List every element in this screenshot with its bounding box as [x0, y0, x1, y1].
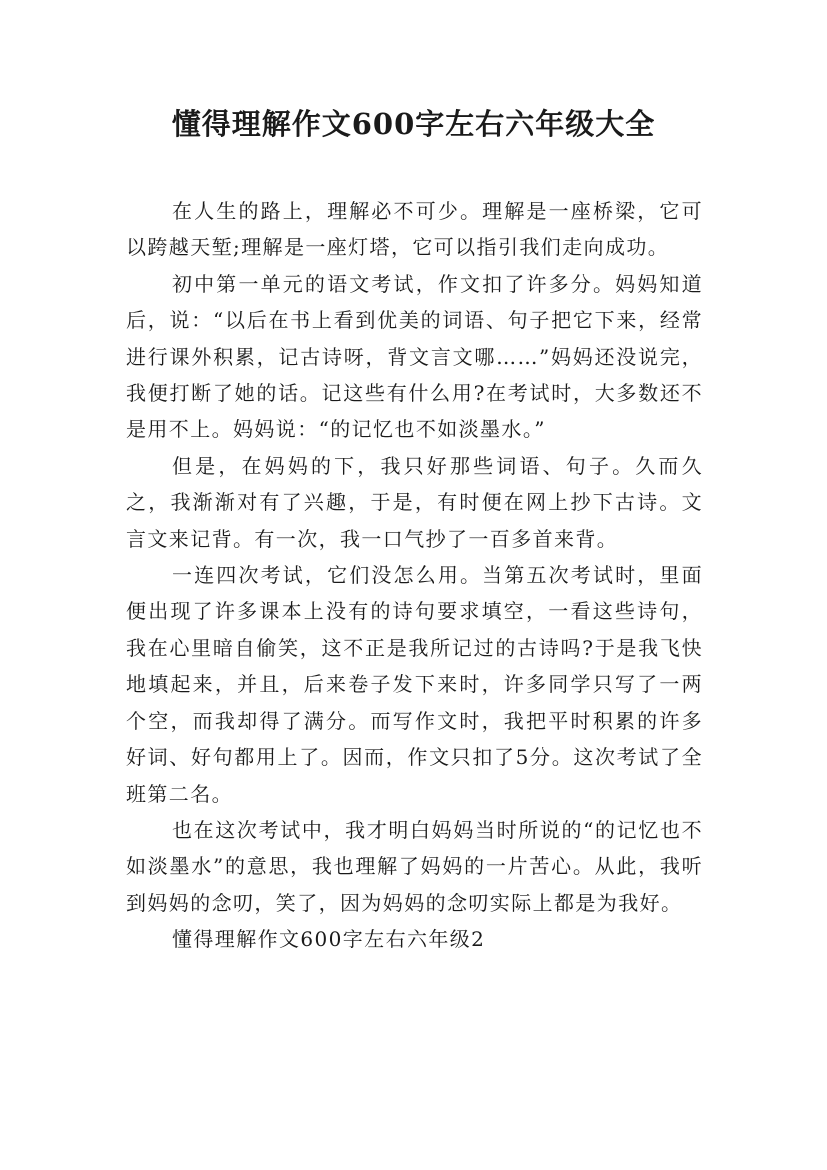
paragraph: 一连四次考试，它们没怎么用。当第五次考试时，里面便出现了许多课本上没有的诗句要求填空，一看这些诗句，我在心里暗自偷笑，这不正是我所记过的古诗吗?于是我飞快地填起来，并且，后来卷子发下来时，许多同学只写了一两个空，而我却得了满分。而写作文时，我把平时积累的许多好词、好句都用上了。因而，作文只扣了5分。这次考试了全班第二名。	[126, 563, 703, 806]
paragraph: 初中第一单元的语文考试，作文扣了许多分。妈妈知道后，说：“以后在书上看到优美的词语、句子把它下来，经常进行课外积累，记古诗呀，背文言文哪……”妈妈还没说完，我便打断了她的话。记这些有什么用?在考试时，大多数还不是用不上。妈妈说：“的记忆也不如淡墨水。”	[126, 271, 703, 442]
paragraph: 但是，在妈妈的下，我只好那些词语、句子。久而久之，我渐渐对有了兴趣，于是，有时便在网上抄下古诗。文言文来记背。有一次，我一口气抄了一百多首来背。	[126, 453, 703, 551]
document-body	[126, 193, 703, 958]
section-heading: 懂得理解作文600字左右六年级2	[172, 927, 486, 952]
paragraph: 也在这次考试中，我才明白妈妈当时所说的“的记忆也不如淡墨水”的意思，我也理解了妈妈的一片苦心。从此，我听到妈妈的念叨，笑了，因为妈妈的念叨实际上都是为我好。	[126, 817, 703, 915]
paragraph: 在人生的路上，理解必不可少。理解是一座桥梁，它可以跨越天堑;理解是一座灯塔，它可以指引我们走向成功。	[126, 199, 703, 260]
document-title: 懂得理解作文600字左右六年级大全	[171, 107, 656, 141]
